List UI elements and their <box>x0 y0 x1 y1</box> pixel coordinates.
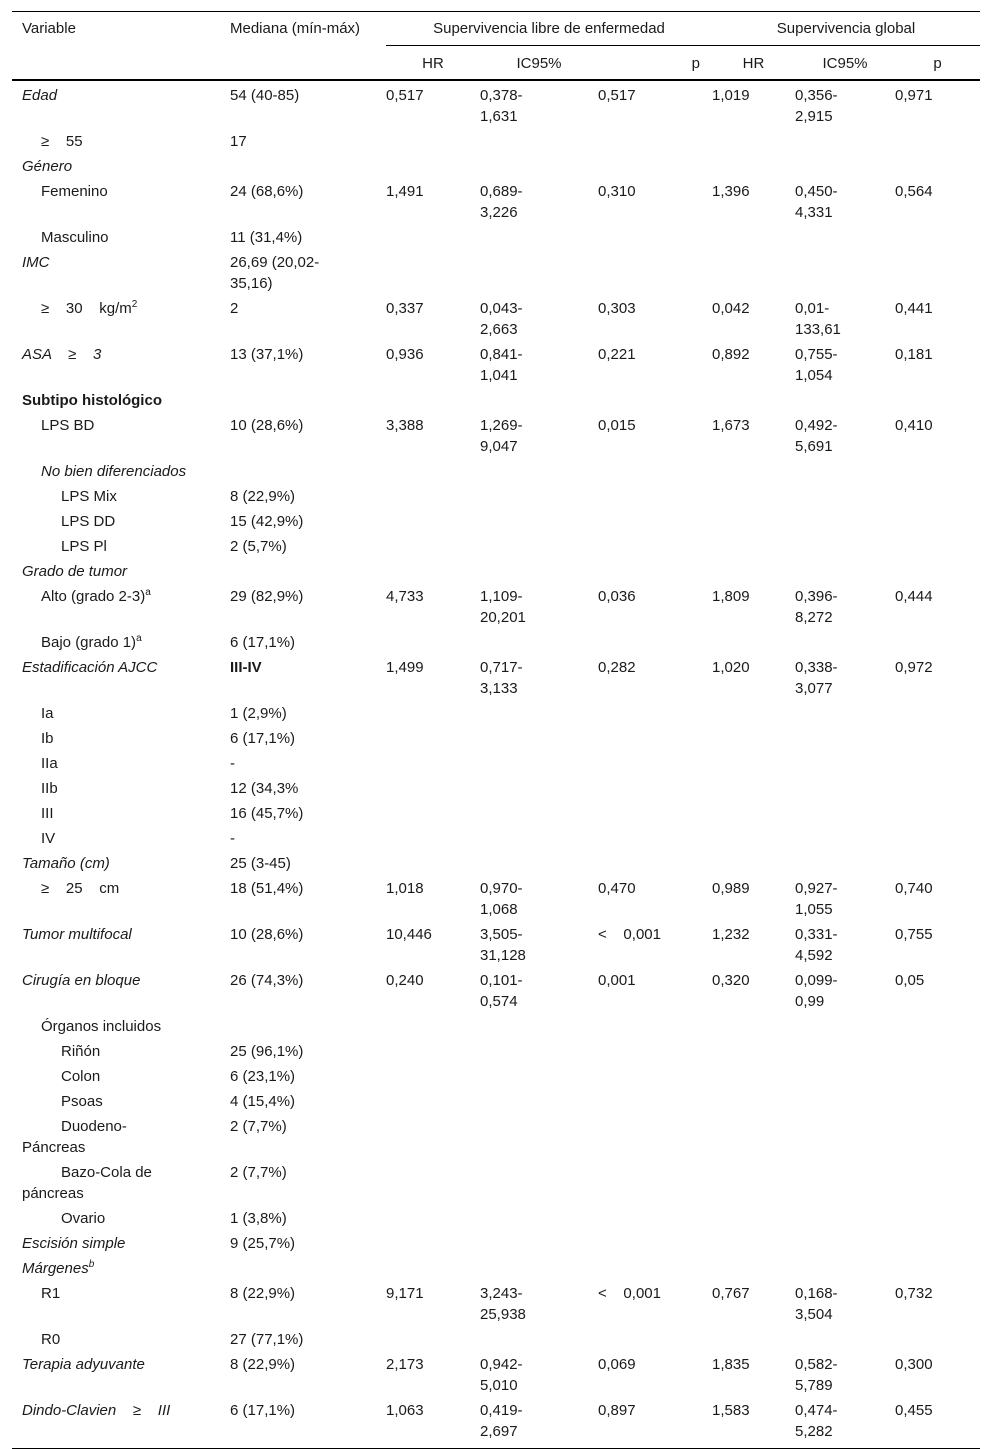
header-mediana: Mediana (mín-máx) <box>230 12 386 46</box>
table-row-colon: Colon 6 (23,1%) <box>61 1068 296 1085</box>
table-row-ib: Ib 6 (17,1%) <box>41 730 296 747</box>
table-row-asa: ASA ≥ 3 13 (37,1%) 0,936 0,841- 1,041 0,221 0,892 0,755- 1,054 0,181 <box>22 346 933 384</box>
table-row-lps-bd: LPS BD 10 (28,6%) 3,388 1,269- 9,047 0,015 1,673 0,492- 5,691 0,410 <box>41 417 933 455</box>
table-row-lps-pl: LPS Pl 2 (5,7%) <box>61 538 287 555</box>
results-table-container <box>12 11 980 1449</box>
table-row-iii: III 16 (45,7%) <box>41 805 304 822</box>
table-row-bloque: Cirugía en bloque 26 (74,3%) 0,240 0,101- 0,574 0,001 0,320 0,099- 0,99 0,05 <box>22 972 925 1010</box>
header-row-groups <box>12 12 980 46</box>
table-row-masculino: Masculino 11 (31,4%) <box>41 229 303 246</box>
table-row-imc-30: ≥ 30 $kg/m^2$ 2 0,337 0,043- 2,663 0,303 0,042 0,01- 133,61 0,441 <box>41 299 933 338</box>
table-row-edad: Edad 54 (40-85) 0,517 0,378- 1,631 0,517 1,019 0,356- 2,915 0,971 <box>22 87 933 125</box>
table-row-iia: IIa - <box>41 755 235 772</box>
header-supervivencia-libre: Supervivencia libre de enfermedad <box>386 12 712 46</box>
table-row-genero: Género <box>22 158 73 175</box>
table-row-tamano: Tamaño (cm) 25 (3-45) <box>22 855 291 872</box>
table-row-margenes: Márgenes$^b$ <box>22 1259 95 1277</box>
table-row-ia: Ia 1 (2,9%) <box>41 705 287 722</box>
table-row-lps-dd: LPS DD 15 (42,9%) <box>61 513 304 530</box>
table-row-bajo: Bajo (grado 1)$^a$ 6 (17,1%) <box>41 633 296 651</box>
header-supervivencia-global: Supervivencia global <box>712 12 980 46</box>
table-row-organos: Órganos incluidos <box>41 1018 162 1035</box>
table-row-imc: IMC 26,69 (20,02- 35,16) <box>22 254 320 292</box>
header-p-sle: p <box>598 46 712 81</box>
header-hr-sle: HR <box>386 46 480 81</box>
table-row-duodeno: Duodeno- Páncreas 2 (7,7%) <box>22 1118 287 1156</box>
table-row-dindo: Dindo-Clavien ≥ III 6 (17,1%) 1,063 0,419- 2,697 0,897 1,583 0,474- 5,282 0,455 <box>12 1398 980 1449</box>
table-row-iib: IIb 12 (34,3% <box>41 780 299 797</box>
header-variable: Variable <box>12 12 230 46</box>
table-row-adyuvante: Terapia adyuvante 8 (22,9%) 2,173 0,942- 5,010 0,069 1,835 0,582- 5,789 0,300 <box>22 1356 933 1394</box>
table-row-iv: IV - <box>41 830 235 847</box>
table-row-grado: Grado de tumor <box>22 563 128 580</box>
survival-analysis-table <box>12 11 980 1449</box>
table-row-rinon: Riñón 25 (96,1%) <box>61 1043 304 1060</box>
table-row-r1: R1 8 (22,9%) 9,171 3,243- 25,938 < 0,001 0,767 0,168- 3,504 0,732 <box>41 1285 933 1323</box>
table-row-ajcc: Estadificación AJCC III-IV 1,499 0,717- 3,133 0,282 1,020 0,338- 3,077 0,972 <box>22 659 933 697</box>
header-ic-sg: IC95% <box>795 46 895 81</box>
table-row-multifocal: Tumor multifocal 10 (28,6%) 10,446 3,505- 31,128 < 0,001 1,232 0,331- 4,592 0,755 <box>22 926 933 964</box>
table-row-lps-mix: LPS Mix 8 (22,9%) <box>61 488 296 505</box>
header-row-metrics <box>12 46 980 81</box>
table-row-edad-55: ≥ 55 17 <box>41 133 247 150</box>
table-row-alto: Alto (grado 2-3)$^a$ 29 (82,9%) 4,733 1,109- 20,201 0,036 1,809 0,396- 8,272 0,444 <box>41 587 933 626</box>
table-row-tamano-25: ≥ 25 cm 18 (51,4%) 1,018 0,970- 1,068 0,470 0,989 0,927- 1,055 0,740 <box>41 880 933 918</box>
table-row-bazo: Bazo-Cola de páncreas 2 (7,7%) <box>22 1164 287 1202</box>
table-row-subtipo: Subtipo histológico <box>22 392 162 409</box>
header-p-sg: p <box>895 46 980 81</box>
header-hr-sg: HR <box>712 46 795 81</box>
table-row-psoas: Psoas 4 (15,4%) <box>61 1093 296 1110</box>
header-ic-sle: IC95% <box>480 46 598 81</box>
table-row-ovario: Ovario 1 (3,8%) <box>61 1210 287 1227</box>
table-row-no-bien: No bien diferenciados <box>41 463 187 480</box>
table-row-femenino: Femenino 24 (68,6%) 1,491 0,689- 3,226 0,310 1,396 0,450- 4,331 0,564 <box>41 183 933 221</box>
table-row-escision: Escisión simple 9 (25,7%) <box>22 1235 296 1252</box>
table-row-r0: R0 27 (77,1%) <box>41 1331 304 1348</box>
